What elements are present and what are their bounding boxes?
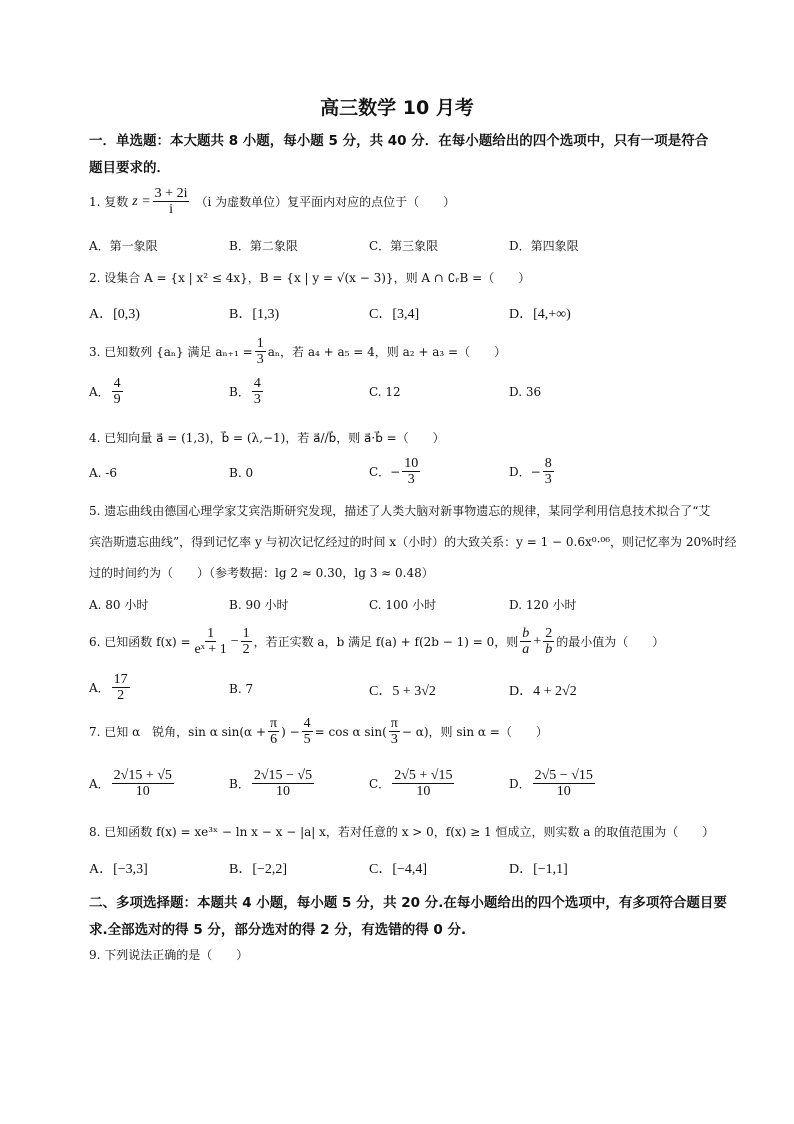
q3-option-b xyxy=(229,376,265,408)
q6-stem-b: ，若正实数 a，b 满足 f(a) + f(2b − 1) = 0，则 xyxy=(253,635,519,650)
q6-frac-2-den: 2 xyxy=(242,642,250,658)
q6-option-a-den: 2 xyxy=(117,688,125,704)
q8-option-b: B．[−2,2] xyxy=(229,862,288,877)
q6-frac-4 xyxy=(543,626,554,658)
q6-minus: − xyxy=(230,633,239,649)
q3-option-b-label: B． xyxy=(229,385,250,400)
q3-option-a-den: 9 xyxy=(113,392,121,408)
q7-stem-c: = cos α sin( xyxy=(314,724,387,739)
q7-frac-3-den: 3 xyxy=(390,732,398,748)
q2-option-b: B．[1,3) xyxy=(229,307,280,322)
q7-option-b xyxy=(229,768,316,800)
q7-option-b-num: 2√15 − √5 xyxy=(253,768,313,783)
question-5-line3: 过的时间约为（ ）（参考数据：lg 2 ≈ 0.30，lg 3 ≈ 0.48） xyxy=(89,566,434,580)
q6-frac-1-num: 1 xyxy=(207,626,215,641)
q1-fraction xyxy=(153,186,190,218)
section2-heading-line1: 二、多项选择题：本题共 4 小题，每小题 5 分，共 20 分.在每小题给出的四个选项中，有多项符合题目要 xyxy=(89,895,727,911)
q6-frac-3 xyxy=(520,626,531,658)
q7-option-d-num: 2√5 − √15 xyxy=(534,768,593,783)
q7-frac-1-num: π xyxy=(270,716,278,731)
q6-frac-2-num: 1 xyxy=(242,626,250,641)
q7-option-d xyxy=(509,768,597,800)
q8-option-d: D．[−1,1] xyxy=(509,862,568,877)
q4-option-c-den: 3 xyxy=(407,472,415,488)
q1-option-c: C．第三象限 xyxy=(369,239,439,253)
q3-fraction xyxy=(255,336,266,368)
q3-option-a-label: A． xyxy=(89,385,110,400)
q7-frac-2 xyxy=(302,716,313,748)
q6-stem-a: 6. 已知函数 f(x) = xyxy=(89,635,191,650)
q1-option-a: A．第一象限 xyxy=(89,239,158,253)
q7-frac-1 xyxy=(268,716,279,748)
q5-option-c: C. 100 小时 xyxy=(369,598,437,612)
q7-option-a-num: 2√15 + √5 xyxy=(113,768,172,783)
q5-option-b: B. 90 小时 xyxy=(229,598,289,612)
q7-option-d-den: 10 xyxy=(556,784,571,800)
q3-frac-den: 3 xyxy=(256,352,264,368)
q3-option-a-frac xyxy=(112,376,123,408)
q2-option-a: A．[0,3) xyxy=(89,307,140,322)
q3-option-b-den: 3 xyxy=(253,392,261,408)
q6-frac-1-den: eˣ + 1 xyxy=(194,642,227,658)
q3-option-b-frac xyxy=(252,376,263,408)
q6-option-a-label: A． xyxy=(89,681,110,696)
question-5-line2: 宾浩斯遗忘曲线”，得到记忆率 y 与初次记忆经过的时间 x（小时）的大致关系：y = 1 − 0.6x⁰·⁰⁶，则记忆率为 20%时经 xyxy=(89,535,737,549)
question-2-stem: 2. 设集合 A = {x | x² ≤ 4x}，B = {x | y = √(x − 3)}，则 A ∩ ∁ᵣB =（ ） xyxy=(89,271,531,285)
q4-option-d-den: 3 xyxy=(544,472,552,488)
question-9-stem: 9. 下列说法正确的是（ ） xyxy=(89,948,249,962)
q4-option-c-num: 10 xyxy=(404,456,419,471)
q4-option-d-frac xyxy=(543,456,554,488)
q1-frac-den: i xyxy=(169,202,174,218)
q7-frac-3 xyxy=(389,716,400,748)
q7-option-b-den: 10 xyxy=(275,784,290,800)
q7-frac-1-den: 6 xyxy=(270,732,278,748)
q3-stem-a: 3. 已知数列 {aₙ} 满足 aₙ₊₁ = xyxy=(89,345,253,360)
q4-option-d xyxy=(509,456,556,488)
q1-frac-num: 3 + 2i xyxy=(154,186,188,201)
q6-frac-4-num: 2 xyxy=(545,626,553,641)
question-5-line1: 5. 遗忘曲线由德国心理学家艾宾浩斯研究发现，描述了人类大脑对新事物遗忘的规律，某同学利用信息技术拟合了“艾 xyxy=(89,504,711,518)
q6-frac-4-den: b xyxy=(545,642,553,658)
section1-heading-line1: 一．单选题：本大题共 8 小题，每小题 5 分，共 40 分．在每小题给出的四个选项中，只有一项是符合 xyxy=(89,133,709,149)
q7-frac-3-num: π xyxy=(390,716,398,731)
q7-option-a-label: A． xyxy=(89,777,110,792)
q4-option-d-label: D．− xyxy=(509,465,541,480)
q6-plus: + xyxy=(533,633,542,649)
q7-option-d-label: D． xyxy=(509,777,531,792)
q7-option-c-num: 2√5 + √15 xyxy=(394,768,453,783)
q1-option-b: B．第二象限 xyxy=(229,239,298,253)
q6-option-b: B. 7 xyxy=(229,682,254,696)
q7-frac-2-num: 4 xyxy=(303,716,311,731)
q7-option-c xyxy=(369,768,456,800)
q3-stem-b: aₙ，若 a₄ + a₅ = 4，则 a₂ + a₃ =（ ） xyxy=(267,345,507,360)
q1-number: 1. 复数 xyxy=(89,195,129,210)
q5-option-d: D. 120 小时 xyxy=(509,598,577,612)
q3-option-d: D. 36 xyxy=(509,385,542,399)
q7-option-a-frac xyxy=(112,768,174,800)
question-1-stem xyxy=(89,186,455,218)
q7-option-c-label: C． xyxy=(369,777,391,792)
q4-option-a: A. -6 xyxy=(89,466,117,480)
q3-frac-num: 1 xyxy=(256,336,264,351)
q4-option-c-label: C．− xyxy=(369,465,401,480)
q7-frac-2-den: 5 xyxy=(303,732,311,748)
q6-option-d: D．4 + 2√2 xyxy=(509,684,577,699)
page-title: 高三数学 10 月考 xyxy=(320,97,474,119)
q7-option-c-den: 10 xyxy=(416,784,431,800)
q5-option-a: A. 80 小时 xyxy=(89,598,149,612)
q6-frac-3-num: b xyxy=(522,626,530,641)
q2-option-c: C．[3,4] xyxy=(369,307,420,322)
q6-option-a-num: 17 xyxy=(113,672,128,687)
q7-option-c-frac xyxy=(392,768,454,800)
q4-option-b: B. 0 xyxy=(229,466,254,480)
q4-option-c-frac xyxy=(402,456,420,488)
question-3-stem xyxy=(89,336,506,368)
q1-option-d: D．第四象限 xyxy=(509,239,579,253)
q6-stem-c: 的最小值为（ ） xyxy=(556,635,665,650)
q3-option-a xyxy=(89,376,125,408)
q6-frac-1 xyxy=(193,626,229,658)
question-4-stem: 4. 已知向量 a⃗ = (1,3)，b⃗ = (λ,−1)，若 a⃗//b⃗，则 a⃗·b⃗ =（ ） xyxy=(89,431,445,445)
q7-option-d-frac xyxy=(533,768,595,800)
q3-option-a-num: 4 xyxy=(113,376,121,391)
q7-option-b-label: B． xyxy=(229,777,250,792)
q7-stem-b: ) − xyxy=(281,724,300,739)
question-6-stem xyxy=(89,626,664,658)
q6-option-a-frac xyxy=(112,672,130,704)
q2-option-d: D．[4,+∞) xyxy=(509,307,571,322)
q6-frac-3-den: a xyxy=(522,642,530,658)
q1-z: z = xyxy=(132,193,151,209)
q6-frac-2 xyxy=(241,626,252,658)
q8-option-c: C．[−4,4] xyxy=(369,862,428,877)
q7-option-a xyxy=(89,768,176,800)
q1-rest: （i 为虚数单位）复平面内对应的点位于（ ） xyxy=(195,195,456,210)
section2-heading-line2: 求.全部选对的得 5 分，部分选对的得 2 分，有选错的得 0 分. xyxy=(89,922,467,938)
q7-stem-a: 7. 已知 α 锐角，sin α sin(α + xyxy=(89,725,267,740)
q8-option-a: A．[−3,3] xyxy=(89,862,148,877)
q6-option-a xyxy=(89,672,132,704)
q6-option-c: C．5 + 3√2 xyxy=(369,684,436,699)
q3-option-b-num: 4 xyxy=(253,376,261,391)
section1-heading-line2: 题目要求的． xyxy=(89,160,170,176)
question-7-stem xyxy=(89,716,548,748)
q4-option-c xyxy=(369,456,422,488)
q4-option-d-num: 8 xyxy=(544,456,552,471)
q7-option-b-frac xyxy=(252,768,314,800)
q7-option-a-den: 10 xyxy=(135,784,150,800)
q3-option-c: C. 12 xyxy=(369,385,401,399)
q7-stem-d: − α)，则 sin α =（ ） xyxy=(401,725,548,740)
question-8-stem: 8. 已知函数 f(x) = xe³ˣ − ln x − x − |a| x，若对任意的 x > 0，f(x) ≥ 1 恒成立，则实数 a 的取值范围为（ ） xyxy=(89,825,715,839)
